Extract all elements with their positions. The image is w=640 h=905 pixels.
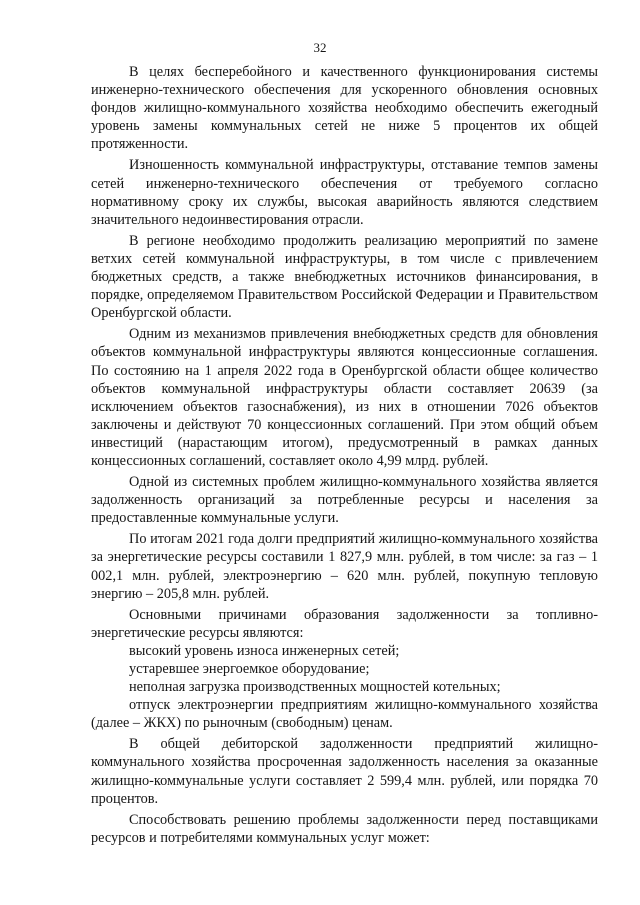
list-item: отпуск электроэнергии предприятиям жилищно-коммунального хозяйства (далее – ЖКХ) по рыночным (свободным) ценам. bbox=[91, 697, 598, 732]
paragraph-solution-intro: Способствовать решению проблемы задолженности перед поставщиками ресурсов и потребителями коммунальных услуг может: bbox=[91, 811, 598, 846]
paragraph-network-replacement: В целях бесперебойного и качественного функционирования системы инженерно-технического обеспечения для ускоренного обновления основных фондов жилищно-коммунального хозяйства необходимо обеспечить ежегодный уровень замены коммунальных сетей не ниже 5 процентов их общей протяженности. bbox=[91, 64, 598, 153]
paragraph-debt-causes: Основными причинами образования задолженности за топливно-энергетические ресурсы являются: bbox=[91, 606, 598, 641]
list-item: высокий уровень износа инженерных сетей; bbox=[129, 642, 400, 659]
list-item: устаревшее энергоемкое оборудование; bbox=[129, 661, 370, 677]
paragraph-infrastructure-wear: Изношенность коммунальной инфраструктуры, отставание темпов замены сетей инженерно-технического обеспечения от требуемого согласно нормативному сроку их службы, высокая аварийность являются следствием значительного недоинвестирования отрасли. bbox=[91, 157, 598, 228]
paragraph-regional-measures: В регионе необходимо продолжить реализацию мероприятий по замене ветхих сетей коммунальной инфраструктуры, в том числе с привлечением бюджетных средств, а также внебюджетных источников финансирования, в порядке, определяемом Правительством Российской Федерации и Правительством Оренбургской области. bbox=[91, 232, 598, 322]
paragraph-debt-2021: По итогам 2021 года долги предприятий жилищно-коммунального хозяйства за энергетические ресурсы составили 1 827,9 млн. рублей, в том числе: за газ – 1 002,1 млн. рублей, электроэнергию – 620 млн. рублей, покупную тепловую энергию – 205,8 млн. рублей. bbox=[91, 531, 598, 602]
paragraph-concession-agreements: Одним из механизмов привлечения внебюджетных средств для обновления объектов коммунальной инфраструктуры являются концессионные соглашения. По состоянию на 1 апреля 2022 года в Оренбургской области общее количество объектов коммунальной инфраструктуры области составляет 20639 (за исключением объектов газоснабжения), из них в отношении 7026 объектов заключены и действуют 70 концессионных соглашений. При этом общий объем инвестиций (нарастающим итогом), предусмотренный в рамках данных концессионных соглашений, составляет около 4,99 млрд. рублей. bbox=[91, 326, 598, 469]
list-item: неполная загрузка производственных мощностей котельных; bbox=[129, 679, 501, 696]
paragraph-receivables: В общей дебиторской задолженности предприятий жилищно-коммунального хозяйства просроченная задолженность населения за оказанные жилищно-коммунальные услуги составляет 2 599,4 млн. рублей, или порядка 70 процентов. bbox=[91, 736, 598, 807]
page-number: 32 bbox=[313, 40, 327, 55]
document-body bbox=[91, 63, 598, 847]
paragraph-debt-problem: Одной из системных проблем жилищно-коммунального хозяйства является задолженность организаций за потребленные ресурсы и населения за предоставленные коммунальные услуги. bbox=[91, 474, 598, 527]
